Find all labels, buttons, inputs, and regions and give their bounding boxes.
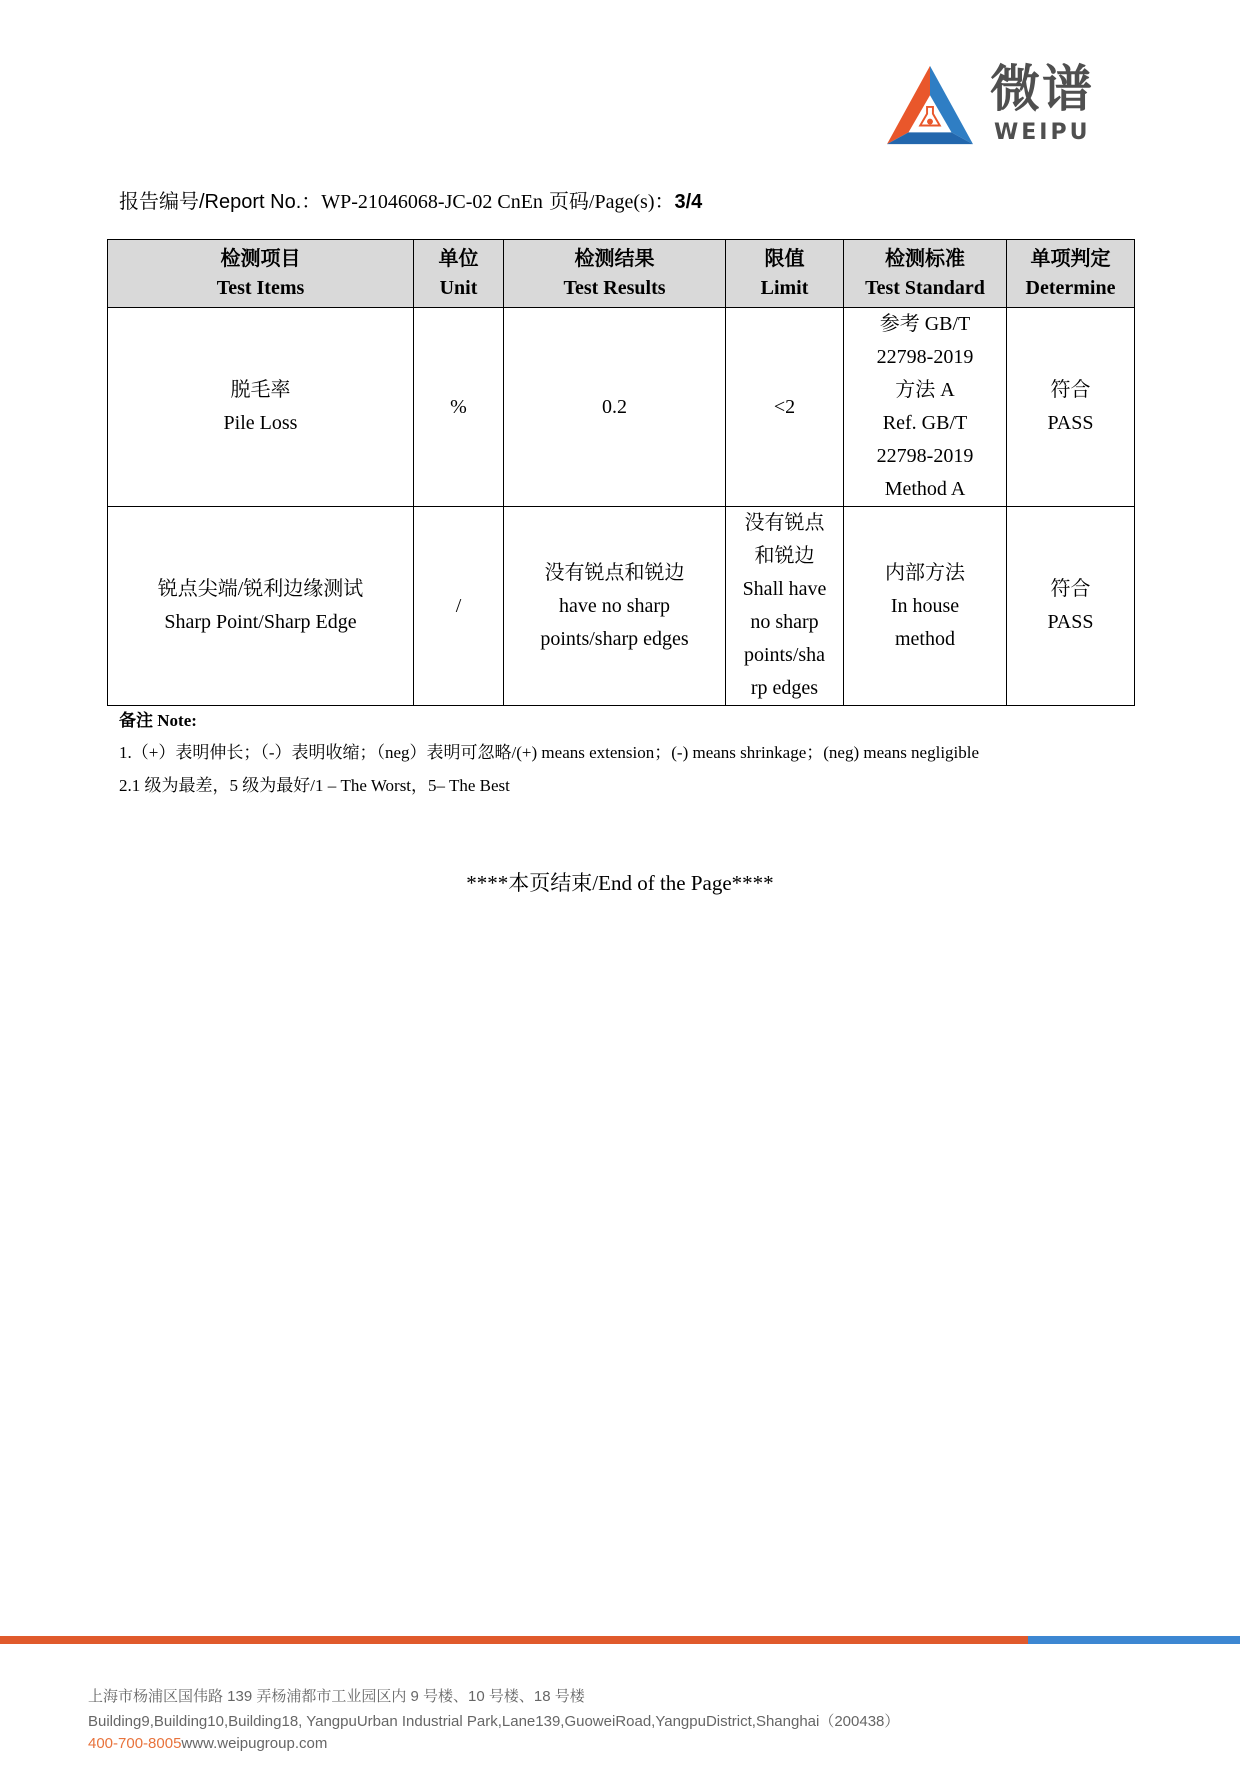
- flask-liquid-icon: [927, 119, 933, 125]
- cell-text-line: 脱毛率: [230, 379, 291, 401]
- cell-text-line: method: [895, 627, 955, 650]
- column-header-cn: 检测项目: [220, 247, 301, 270]
- page-label: 页码/Page(s)：: [548, 191, 675, 213]
- cell-text-line: points/sha: [743, 644, 826, 666]
- cell-text-line: 方法 A: [895, 379, 955, 401]
- footer: [88, 1684, 1228, 1754]
- cell-test-result: [504, 308, 726, 507]
- report-no-value: WP-21046068-JC-02 CnEn: [321, 191, 543, 213]
- cell-determine: [1007, 507, 1135, 706]
- cell-text-line: 和锐边: [754, 545, 815, 567]
- logo-band-left: [887, 66, 930, 144]
- cell-unit: [414, 507, 504, 706]
- footer-bar-orange: [0, 1636, 1028, 1644]
- notes-title: 备注 Note:: [119, 711, 197, 730]
- column-header-cn: 单位: [438, 247, 479, 270]
- cell-text-line: have no sharp: [558, 594, 671, 617]
- cell-text-line: 0.2: [602, 395, 627, 418]
- column-header-en: Test Items: [216, 276, 305, 299]
- note-item: 2.1 级为最差，5 级为最好/1 – The Worst，5– The Best: [119, 776, 510, 795]
- footer-address-cn: 上海市杨浦区国伟路 139 弄杨浦都市工业园区内 9 号楼、10 号楼、18 号楼: [88, 1688, 585, 1705]
- cell-determine: [1007, 308, 1135, 507]
- column-header-test-items: [108, 240, 414, 308]
- column-header-en: Test Results: [563, 276, 666, 299]
- cell-text-line: %: [450, 395, 467, 418]
- table-header-row: [108, 240, 1135, 308]
- column-header-cn: 检测标准: [885, 247, 965, 270]
- column-header-determine: [1007, 240, 1135, 308]
- test-results-table: [107, 239, 1135, 706]
- cell-text-line: 符合: [1050, 379, 1091, 401]
- footer-phone: 400-700-8005: [88, 1735, 182, 1752]
- cell-test-item: [108, 507, 414, 706]
- footer-contact: [88, 1734, 1228, 1754]
- column-header-test-results: [504, 240, 726, 308]
- footer-bar-blue: [1028, 1636, 1240, 1644]
- cell-text-line: points/sharp edges: [540, 627, 689, 650]
- column-header-cn: 检测结果: [574, 247, 655, 270]
- weipu-logo: [884, 60, 1124, 152]
- logo-name-cn: 微谱: [990, 60, 1094, 118]
- cell-text-line: 没有锐点: [744, 512, 825, 534]
- cell-text-line: Shall have: [742, 578, 827, 600]
- column-header-unit: [414, 240, 504, 308]
- column-header-en: Determine: [1025, 276, 1116, 299]
- cell-unit: [414, 308, 504, 507]
- notes-section: [119, 706, 1219, 802]
- cell-text-line: rp edges: [750, 677, 819, 699]
- cell-text-line: 参考 GB/T: [879, 313, 971, 335]
- cell-text-line: In house: [890, 594, 960, 617]
- cell-text-line: Pile Loss: [223, 412, 298, 434]
- column-header-en: Limit: [760, 276, 809, 299]
- cell-text-line: Ref. GB/T: [882, 412, 968, 434]
- cell-text-line: 符合: [1050, 578, 1091, 600]
- column-header-cn: 限值: [764, 247, 805, 270]
- cell-test-result: [504, 507, 726, 706]
- report-header: [119, 188, 702, 216]
- cell-text-line: 没有锐点和锐边: [544, 561, 685, 584]
- end-of-page-text: ****本页结束/End of the Page****: [466, 871, 774, 895]
- footer-address-en: Building9,Building10,Building18, YangpuUrban Industrial Park,Lane139,GuoweiRoad,YangpuDistrict,Shanghai（200438）: [88, 1713, 900, 1730]
- cell-text-line: 22798-2019: [876, 346, 974, 368]
- cell-limit: [726, 507, 844, 706]
- weipu-logo-mark-icon: [884, 62, 976, 148]
- cell-text-line: PASS: [1047, 611, 1094, 633]
- cell-text-line: 22798-2019: [876, 445, 974, 467]
- cell-test-standard: [844, 507, 1007, 706]
- cell-test-item: [108, 308, 414, 507]
- cell-limit: [726, 308, 844, 507]
- footer-website: www.weipugroup.com: [181, 1735, 328, 1752]
- cell-text-line: Sharp Point/Sharp Edge: [164, 611, 357, 633]
- report-no-label: 报告编号/Report No.：: [119, 191, 322, 213]
- column-header-cn: 单项判定: [1030, 247, 1111, 270]
- cell-text-line: Method A: [884, 478, 966, 500]
- cell-text-line: <2: [773, 395, 796, 418]
- column-header-limit: [726, 240, 844, 308]
- cell-text-line: /: [455, 594, 462, 617]
- cell-text-line: no sharp: [750, 611, 819, 633]
- cell-text-line: 内部方法: [885, 561, 965, 584]
- column-header-en: Unit: [439, 276, 478, 299]
- column-header-en: Test Standard: [865, 276, 985, 299]
- logo-band-right: [930, 66, 973, 144]
- page-value: 3/4: [674, 191, 703, 213]
- cell-test-standard: [844, 308, 1007, 507]
- cell-text-line: PASS: [1047, 412, 1094, 434]
- table-row: [108, 507, 1135, 706]
- cell-text-line: 锐点尖端/锐利边缘测试: [157, 578, 364, 600]
- note-item: 1.（+）表明伸长；（-）表明收缩；（neg）表明可忽略/(+) means extension；(-) means shrinkage；(neg) means negligible: [119, 743, 980, 762]
- table-row: [108, 308, 1135, 507]
- column-header-test-standard: [844, 240, 1007, 308]
- logo-name-en: WEIPU: [994, 120, 1091, 145]
